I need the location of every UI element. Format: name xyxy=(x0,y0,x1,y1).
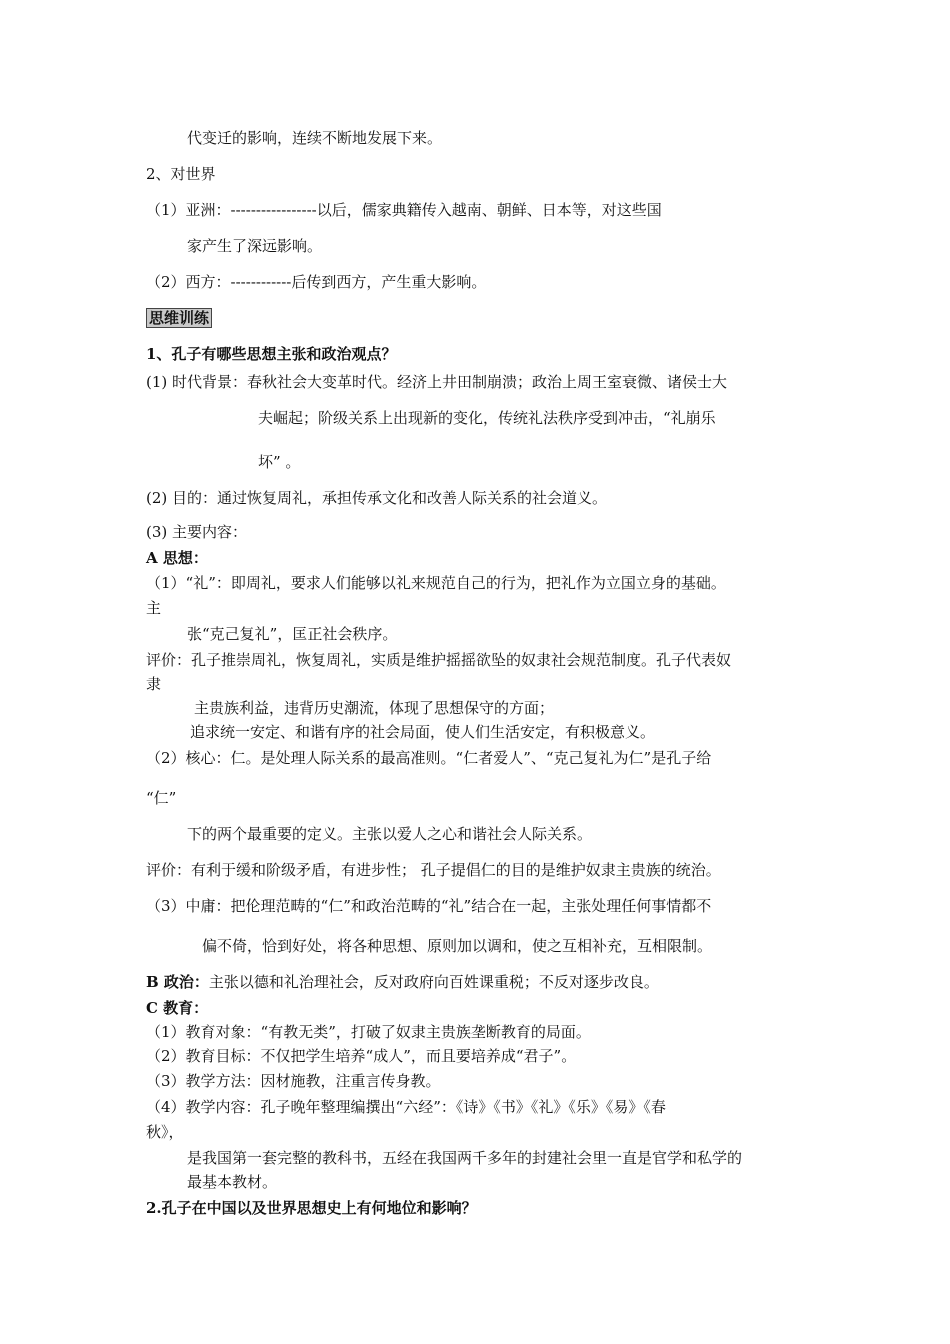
subheading: C 教育： xyxy=(146,999,209,1017)
text-line: （3）中庸：把伦理范畴的“仁”和政治范畴的“礼”结合在一起，主张处理任何事情都不 xyxy=(146,897,712,915)
text-line: 代变迁的影响，连续不断地发展下来。 xyxy=(187,129,443,147)
text-line: 下的两个最重要的定义。主张以爱人之心和谐社会人际关系。 xyxy=(187,825,593,843)
text-line: 家产生了深远影响。 xyxy=(187,237,323,255)
section-label xyxy=(146,308,212,328)
question-heading: 2.孔子在中国以及世界思想史上有何地位和影响？ xyxy=(146,1199,477,1217)
subheading: A 思想： xyxy=(146,549,208,567)
subheading: B 政治： xyxy=(146,973,209,991)
text-line: 秋》， xyxy=(146,1123,184,1141)
text-line: 张“克己复礼”，匡正社会秩序。 xyxy=(187,625,398,643)
text-line: 主贵族利益，违背历史潮流，体现了思想保守的方面； xyxy=(194,699,555,717)
text-line: 主 xyxy=(146,599,162,617)
text-line: 最基本教材。 xyxy=(187,1173,278,1191)
text-span: 主张以德和礼治理社会，反对政府向百姓课重税；不反对逐步改良。 xyxy=(208,973,659,991)
text-line: “仁” xyxy=(146,789,177,807)
text-line: （1）亚洲：-----------------以后，儒家典籍传入越南、朝鲜、日本等，对这些国 xyxy=(146,201,662,219)
text-line: 追求统一安定、和谐有序的社会局面，使人们生活安定，有积极意义。 xyxy=(190,723,656,741)
text-line: （1）“礼”：即周礼，要求人们能够以礼来规范自己的行为，把礼作为立国立身的基础。 xyxy=(146,574,726,592)
text-line: (2) 目的：通过恢复周礼，承担传承文化和改善人际关系的社会道义。 xyxy=(146,489,608,507)
text-line: (1) 时代背景：春秋社会大变革时代。经济上井田制崩溃；政治上周王室衰微、诸侯士大 xyxy=(146,373,728,391)
text-line: （2）核心：仁。是处理人际关系的最高准则。“仁者爱人”、“克己复礼为仁”是孔子给 xyxy=(146,749,712,767)
text-line: （4）教学内容：孔子晚年整理编撰出“六经”：《诗》《书》《礼》《乐》《易》《春 xyxy=(146,1098,666,1116)
text-line: 评价：孔子推崇周礼，恢复周礼，实质是维护摇摇欲坠的奴隶社会规范制度。孔子代表奴 xyxy=(146,651,732,669)
text-line: 坏” 。 xyxy=(258,453,301,471)
text-line: 夫崛起；阶级关系上出现新的变化，传统礼法秩序受到冲击，“礼崩乐 xyxy=(258,409,716,427)
section-title: 思维训练 xyxy=(146,308,212,328)
text-line: （1）教育对象：“有教无类”，打破了奴隶主贵族垄断教育的局面。 xyxy=(146,1023,591,1041)
text-line: 是我国第一套完整的教科书，五经在我国两千多年的封建社会里一直是官学和私学的 xyxy=(187,1149,743,1167)
text-line: （3）教学方法：因材施教，注重言传身教。 xyxy=(146,1072,441,1090)
text-line: (3) 主要内容： xyxy=(146,523,248,541)
subheading: 2、对世界 xyxy=(146,165,216,183)
text-line: 隶 xyxy=(146,675,162,693)
text-line: （2）西方：------------后传到西方，产生重大影响。 xyxy=(146,273,487,291)
text-line: 评价：有利于缓和阶级矛盾，有进步性； 孔子提倡仁的目的是维护奴隶主贵族的统治。 xyxy=(146,861,721,879)
question-heading: 1、孔子有哪些思想主张和政治观点？ xyxy=(146,345,397,363)
text-line xyxy=(146,972,659,992)
text-line: （2）教育目标：不仅把学生培养“成人”，而且要培养成“君子”。 xyxy=(146,1047,577,1065)
text-line: 偏不倚，恰到好处，将各种思想、原则加以调和，使之互相补充，互相限制。 xyxy=(202,937,713,955)
